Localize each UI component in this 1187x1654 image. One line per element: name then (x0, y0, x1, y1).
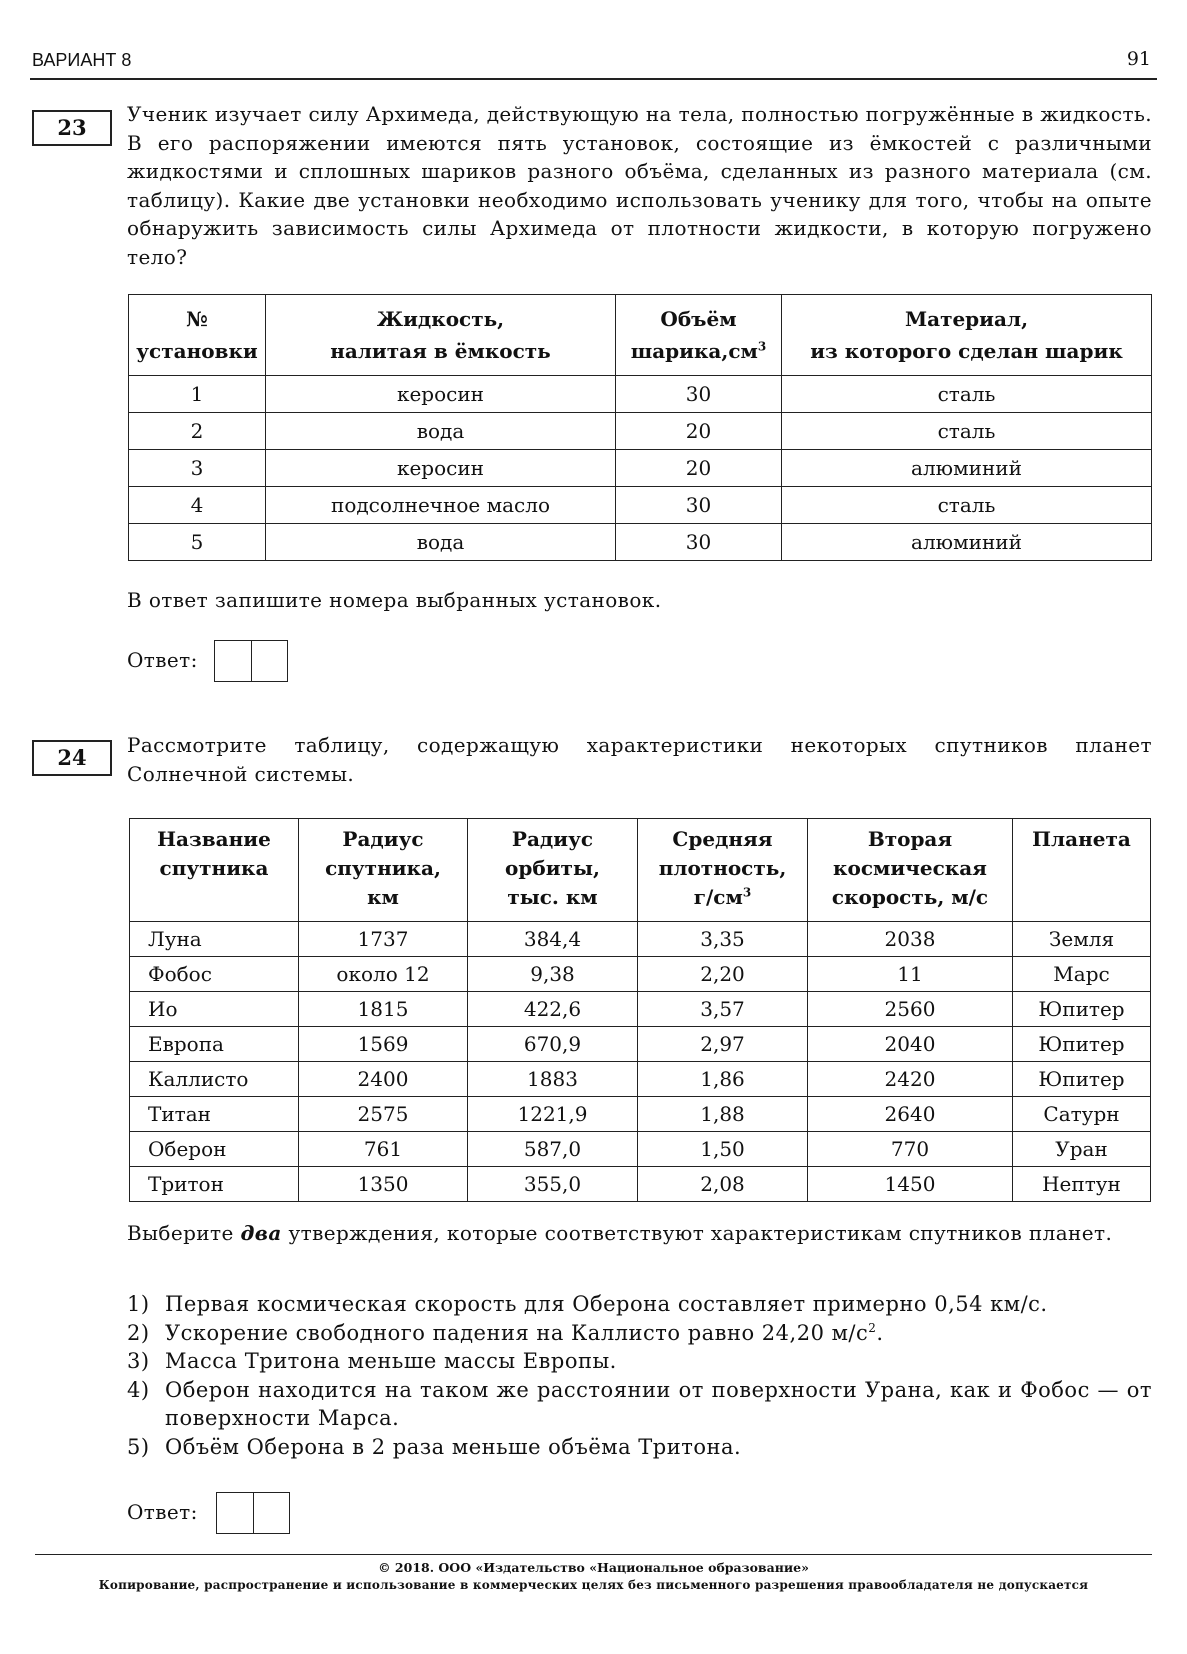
table-cell: 2 (129, 413, 266, 450)
table-row (130, 1062, 1151, 1097)
table-cell: 1815 (299, 992, 468, 1027)
table-cell: 355,0 (468, 1167, 638, 1202)
variant-label: ВАРИАНТ 8 (32, 50, 132, 70)
table-row (130, 957, 1151, 992)
question-23-text: Ученик изучает силу Архимеда, действующую на тела, полностью погружённые в жидкость. В его распоряжении имеются пять установок, состоящие из ёмкостей с различными жидкостями и сплошных шариков разного объёма, сделанных из разного материала (см. таблицу). Какие две установки необходимо использовать ученику для того, чтобы на опыте обнаружить зависимость силы Архимеда от плотности жидкости, в которую погружено тело? (127, 102, 1152, 269)
table-cell: Нептун (1013, 1167, 1151, 1202)
table-cell: 2,20 (638, 957, 808, 992)
table-row (130, 1132, 1151, 1167)
question-23-number: 23 (32, 110, 112, 146)
table-cell: вода (266, 524, 616, 561)
table-cell: 761 (299, 1132, 468, 1167)
table-cell: Сатурн (1013, 1097, 1151, 1132)
table-row (129, 413, 1152, 450)
table-cell: Тритон (130, 1167, 299, 1202)
table-cell: Фобос (130, 957, 299, 992)
table-cell: 1,86 (638, 1062, 808, 1097)
table-cell: 20 (616, 413, 782, 450)
table-cell: 2640 (808, 1097, 1013, 1132)
footer-copyright: © 2018. ООО «Издательство «Национальное образование» (378, 1560, 809, 1575)
table-cell: керосин (266, 376, 616, 413)
question-24-select-text: Выберите два утверждения, которые соответствуют характеристикам спутников планет. (127, 1221, 1113, 1245)
table-cell: около 12 (299, 957, 468, 992)
table-cell: Юпитер (1013, 1027, 1151, 1062)
table-row (130, 1167, 1151, 1202)
table-cell: 422,6 (468, 992, 638, 1027)
table-cell: Марс (1013, 957, 1151, 992)
table-cell: алюминий (782, 450, 1152, 487)
table-cell: 770 (808, 1132, 1013, 1167)
header-setup-number: № установки (129, 295, 266, 376)
header-escape-velocity: Вторая космическая скорость, м/с (808, 819, 1013, 922)
header-satellite-radius: Радиус спутника, км (299, 819, 468, 922)
option-2: 2) Ускорение свободного падения на Каллисто равно 24,20 $м/с^2$. (127, 1320, 884, 1345)
table-cell: 30 (616, 487, 782, 524)
option-1: 1) Первая космическая скорость для Оберона составляет примерно 0,54 км/с. (127, 1292, 1048, 1316)
question-23-answer-box[interactable] (214, 640, 288, 682)
table-cell: Ио (130, 992, 299, 1027)
table-cell: 3 (129, 450, 266, 487)
table-header-row (130, 819, 1151, 922)
table-cell: 4 (129, 487, 266, 524)
question-24-text: Рассмотрите таблицу, содержащую характеристики некоторых спутников планет Солнечной системы. (127, 733, 1152, 786)
table-row (129, 487, 1152, 524)
table-cell: 2575 (299, 1097, 468, 1132)
table-cell: Земля (1013, 922, 1151, 957)
footer-notice: Копирование, распространение и использование в коммерческих целях без письменного разрешения правообладателя не допускается (98, 1578, 1089, 1592)
table-cell: 2560 (808, 992, 1013, 1027)
table-cell: сталь (782, 487, 1152, 524)
question-23-answer-label: Ответ: (127, 648, 198, 672)
table-cell: сталь (782, 413, 1152, 450)
table-cell: 1737 (299, 922, 468, 957)
table-cell: сталь (782, 376, 1152, 413)
table-row (129, 450, 1152, 487)
table-cell: Юпитер (1013, 1062, 1151, 1097)
table-cell: Уран (1013, 1132, 1151, 1167)
table-cell: 9,38 (468, 957, 638, 992)
table-cell: 3,35 (638, 922, 808, 957)
table-cell: 2420 (808, 1062, 1013, 1097)
table-cell: 20 (616, 450, 782, 487)
question-24-answer-label: Ответ: (127, 1500, 198, 1524)
header-satellite-name: Название спутника (130, 819, 299, 922)
table-cell: 30 (616, 524, 782, 561)
table-cell: 30 (616, 376, 782, 413)
satellites-table (129, 818, 1151, 1202)
table-cell: 2038 (808, 922, 1013, 957)
table-cell: 1,50 (638, 1132, 808, 1167)
table-cell: алюминий (782, 524, 1152, 561)
table-cell: подсолнечное масло (266, 487, 616, 524)
page-header (30, 48, 1157, 80)
header-planet: Планета (1013, 819, 1151, 922)
table-cell: 1,88 (638, 1097, 808, 1132)
table-cell: Титан (130, 1097, 299, 1132)
option-3: 3) Масса Тритона меньше массы Европы. (127, 1349, 617, 1373)
table-cell: 670,9 (468, 1027, 638, 1062)
table-cell: Оберон (130, 1132, 299, 1167)
table-row (129, 524, 1152, 561)
table-header-row (129, 295, 1152, 376)
table-cell: керосин (266, 450, 616, 487)
page-number: 91 (1126, 48, 1151, 70)
table-cell: 1883 (468, 1062, 638, 1097)
table-cell: 1221,9 (468, 1097, 638, 1132)
header-volume: Объём $шарика,см^3$ (616, 295, 782, 376)
table-cell: 1350 (299, 1167, 468, 1202)
table-cell: 384,4 (468, 922, 638, 957)
table-row (130, 992, 1151, 1027)
table-cell: 1569 (299, 1027, 468, 1062)
table-cell: 2040 (808, 1027, 1013, 1062)
table-cell: 5 (129, 524, 266, 561)
header-material: Материал, из которого сделан шарик (782, 295, 1152, 376)
question-24-answer-box[interactable] (216, 1492, 290, 1534)
header-density: Средняя плотность, $г/см^3$ (638, 819, 808, 922)
table-cell: вода (266, 413, 616, 450)
table-cell: 587,0 (468, 1132, 638, 1167)
table-cell: 2,97 (638, 1027, 808, 1062)
table-row (129, 376, 1152, 413)
option-4: 4) Оберон находится на таком же расстоянии от поверхности Урана, как и Фобос — от поверхности Марса. (127, 1377, 1152, 1430)
header-liquid: Жидкость, налитая в ёмкость (266, 295, 616, 376)
question-24-options (127, 1290, 1152, 1461)
table-row (130, 1097, 1151, 1132)
table-row (130, 922, 1151, 957)
table-cell: 11 (808, 957, 1013, 992)
table-cell: Юпитер (1013, 992, 1151, 1027)
table-cell: 3,57 (638, 992, 808, 1027)
table-cell: 1450 (808, 1167, 1013, 1202)
table-cell: 2400 (299, 1062, 468, 1097)
footer-divider (35, 1554, 1152, 1555)
table-cell: 1 (129, 376, 266, 413)
setups-table (128, 294, 1152, 561)
question-24-number: 24 (32, 740, 112, 776)
option-5: 5) Объём Оберона в 2 раза меньше объёма Тритона. (127, 1434, 742, 1459)
table-cell: Каллисто (130, 1062, 299, 1097)
question-23-instruction: В ответ запишите номера выбранных установок. (127, 588, 662, 612)
header-orbit-radius: Радиус орбиты, тыс. км (468, 819, 638, 922)
table-cell: Европа (130, 1027, 299, 1062)
table-cell: Луна (130, 922, 299, 957)
table-row (130, 1027, 1151, 1062)
table-cell: 2,08 (638, 1167, 808, 1202)
